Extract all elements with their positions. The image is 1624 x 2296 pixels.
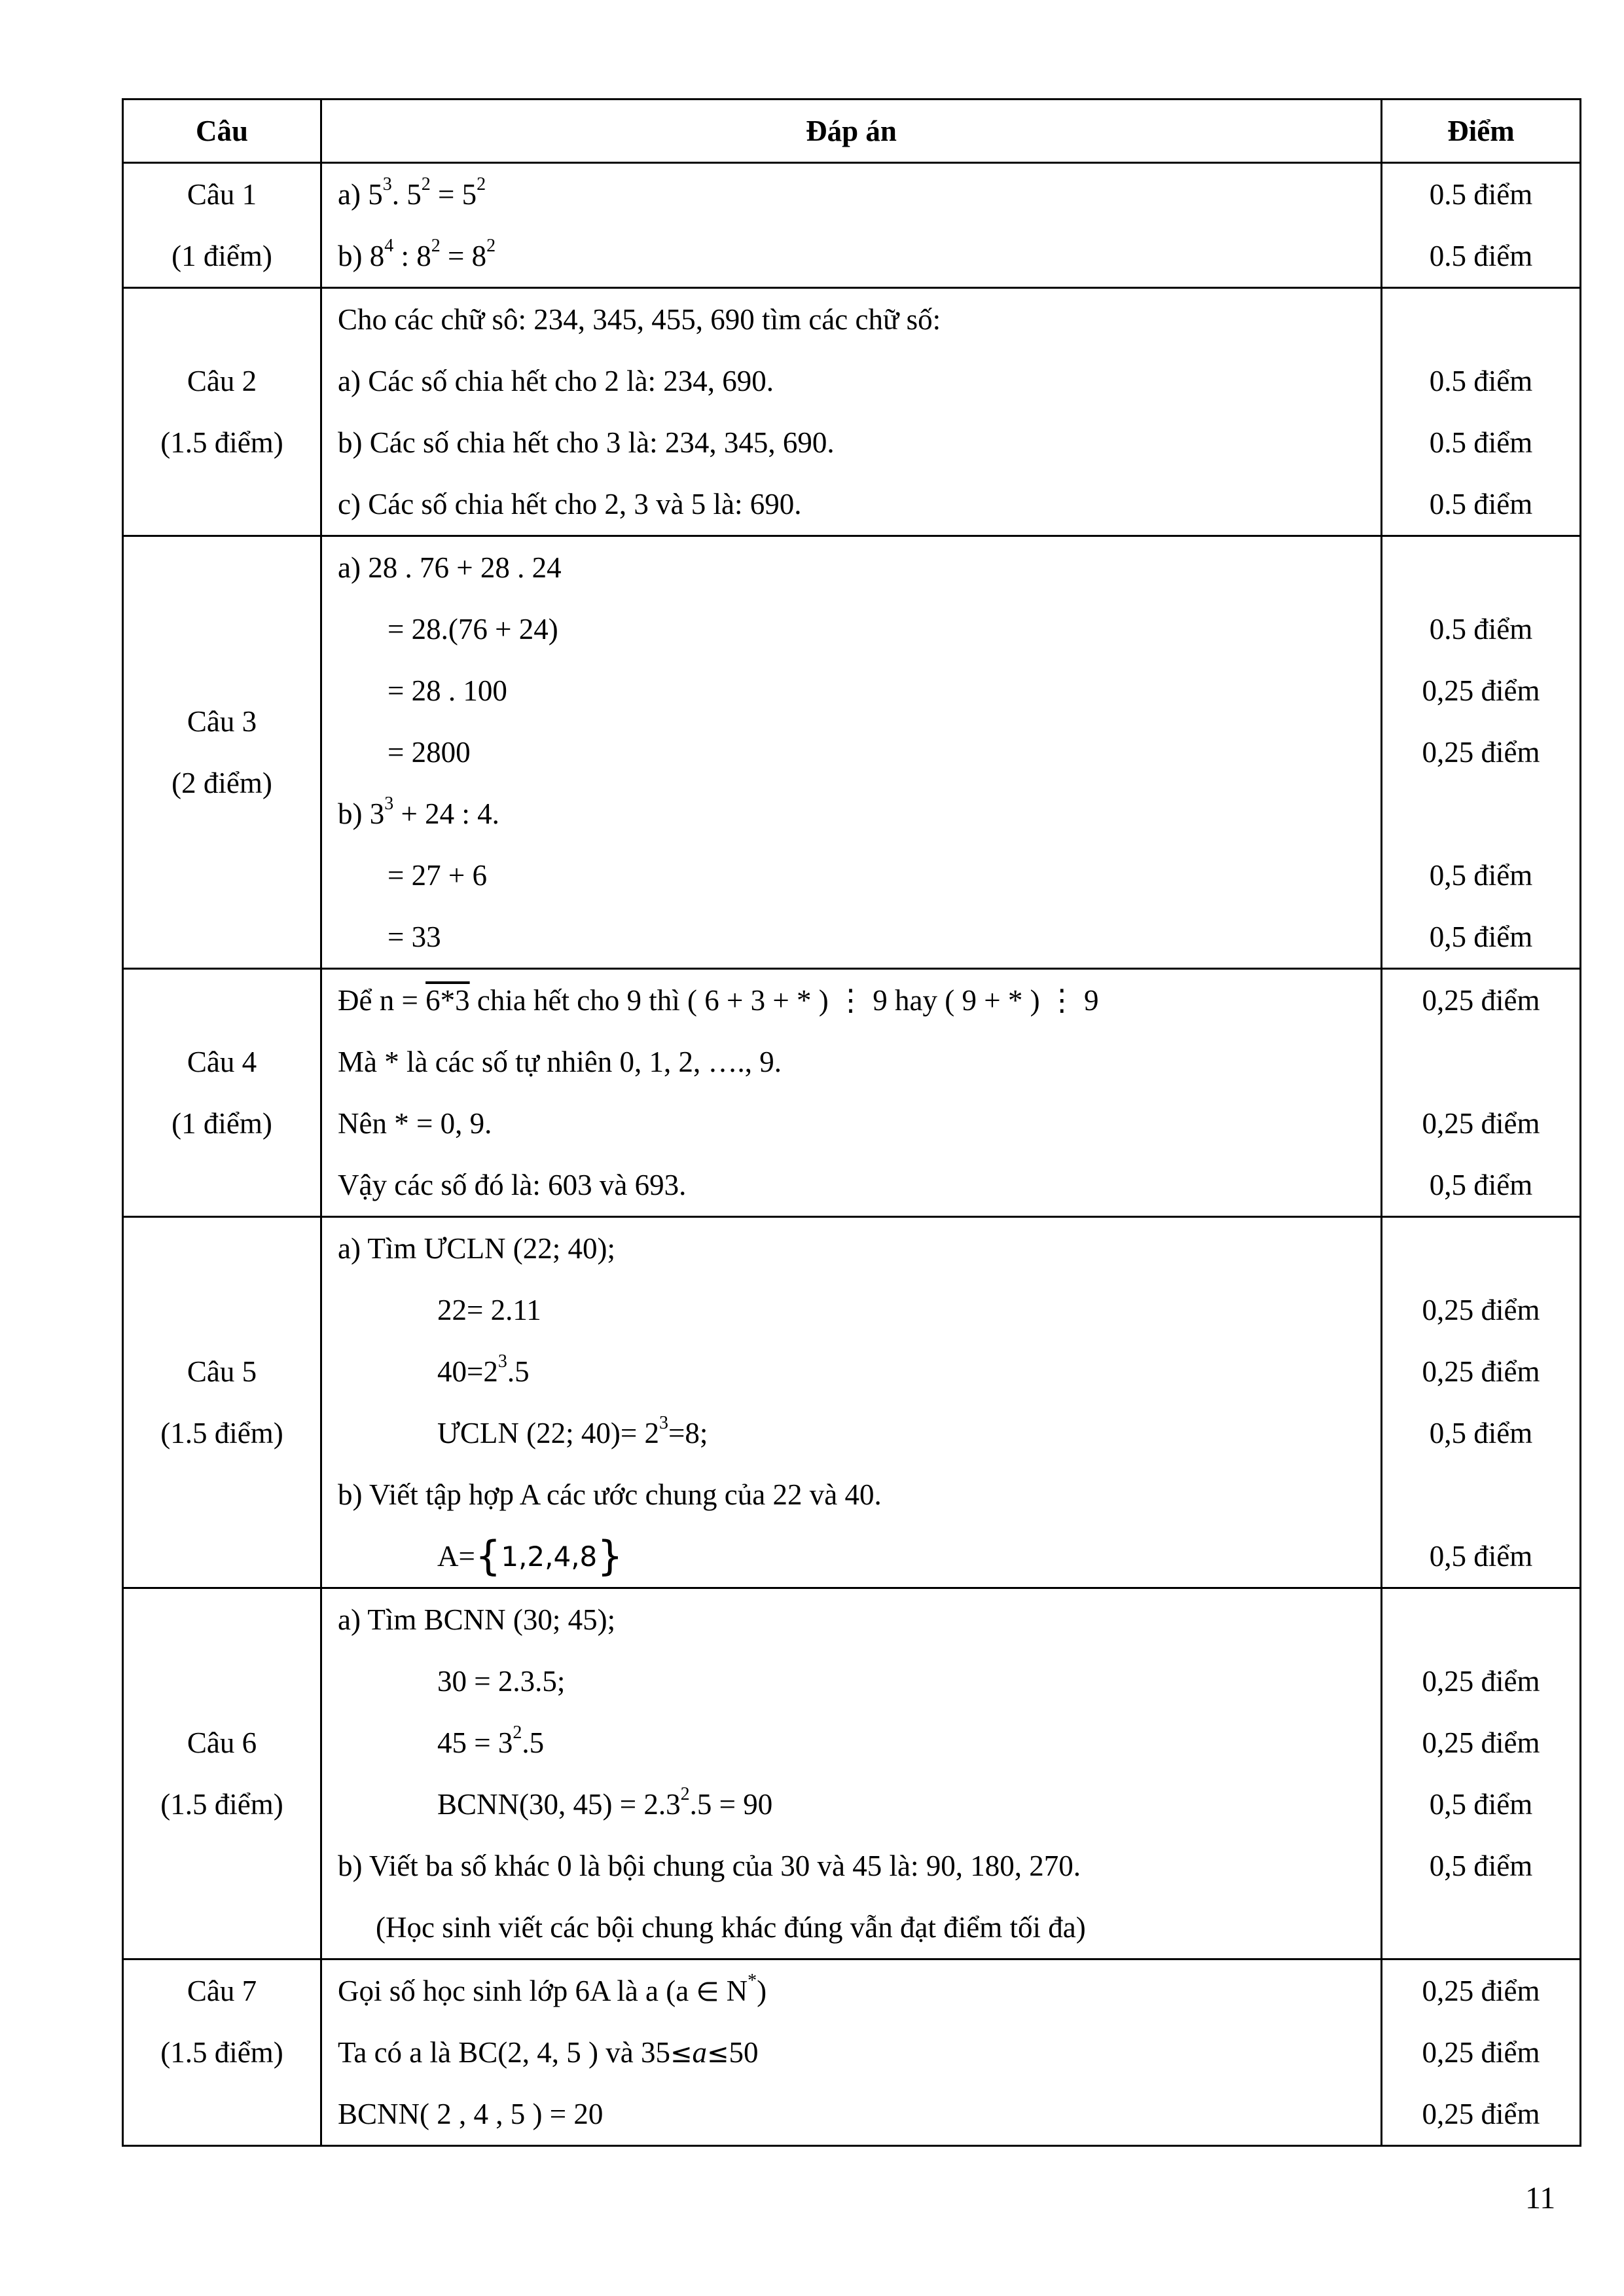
- score: 0,5 điểm: [1429, 1788, 1533, 1821]
- score: [1382, 289, 1579, 350]
- score: 0,25 điểm: [1422, 2098, 1540, 2130]
- answer-cell: [321, 1588, 1382, 1959]
- answer-cell: [321, 536, 1382, 969]
- question-title: Câu 5: [187, 1355, 257, 1388]
- answer-line: = 27 + 6: [388, 859, 488, 892]
- answer-line: = 2800: [388, 736, 471, 769]
- answer-line: Gọi số học sinh lớp 6A là a (a ∈ N*): [338, 1971, 767, 2007]
- answer-line: b) Các số chia hết cho 3 là: 234, 345, 690.: [338, 426, 835, 459]
- question-points: (1.5 điểm): [160, 1788, 283, 1821]
- answer-line: = 33: [388, 920, 441, 953]
- header-answer: Đáp án: [321, 100, 1382, 163]
- answer-line: Vậy các số đó là: 603 và 693.: [338, 1169, 687, 1201]
- leq-symbol: ≤: [670, 2039, 693, 2069]
- score-cell: [1382, 288, 1581, 536]
- score: 0.5 điểm: [1429, 426, 1533, 459]
- question-row: [123, 163, 1581, 288]
- score: [1382, 1589, 1579, 1650]
- score: 0,5 điểm: [1429, 920, 1533, 953]
- answer-line: b) Viết ba số khác 0 là bội chung của 30 và 45 là: 90, 180, 270.: [338, 1850, 1081, 1882]
- score: 0,5 điểm: [1429, 1169, 1533, 1201]
- score-cell: [1382, 969, 1581, 1217]
- question-points: (1 điểm): [171, 240, 272, 272]
- answer-cell: [321, 1959, 1382, 2146]
- question-title: Câu 2: [187, 365, 257, 397]
- question-points: (2 điểm): [171, 767, 272, 799]
- score: 0,25 điểm: [1422, 2036, 1540, 2069]
- question-title: Câu 4: [187, 1046, 257, 1078]
- question-row: [123, 536, 1581, 969]
- answer-cell: [321, 288, 1382, 536]
- score: 0.5 điểm: [1429, 365, 1533, 397]
- score: 0,5 điểm: [1429, 1540, 1533, 1573]
- answer-line: c) Các số chia hết cho 2, 3 và 5 là: 690.: [338, 488, 802, 520]
- score-cell: [1382, 536, 1581, 969]
- question-row: [123, 1588, 1581, 1959]
- answer-line: b) $3^3 + 24$ : 4.: [338, 793, 499, 830]
- answer-cell: [321, 1217, 1382, 1588]
- score: 0,25 điểm: [1422, 1355, 1540, 1388]
- answer-cell: [321, 969, 1382, 1217]
- question-cell: [123, 969, 321, 1217]
- header-points: Điểm: [1382, 100, 1581, 163]
- answer-line: a) $5^3$. $5^2 = 5^2$: [338, 174, 486, 211]
- question-points: (1.5 điểm): [160, 1417, 283, 1449]
- score: 0.5 điểm: [1429, 178, 1533, 211]
- answer-line: Mà * là các số tự nhiên 0, 1, 2, …., 9.: [338, 1046, 782, 1078]
- answer-line: Để n = 6*3 chia hết cho 9 thì ( 6 + 3 + * ) ⋮ 9 hay ( 9 + * ) ⋮ 9: [338, 984, 1099, 1017]
- answer-line: = 28 . 100: [388, 674, 507, 707]
- leq-symbol: ≤: [706, 2039, 729, 2069]
- score: [1382, 1218, 1579, 1279]
- score-cell: [1382, 163, 1581, 288]
- score: [1382, 1464, 1579, 1525]
- score-cell: [1382, 1959, 1581, 2146]
- score: 0.5 điểm: [1429, 488, 1533, 520]
- answer-line: Cho các chữ sô: 234, 345, 455, 690 tìm các chữ số:: [338, 303, 941, 336]
- answer-line: BCNN( 2 , 4 , 5 ) = 20: [338, 2098, 604, 2130]
- question-cell: [123, 536, 321, 969]
- question-row: [123, 969, 1581, 1217]
- page-number: 11: [1525, 2181, 1556, 2215]
- answer-line: Ta có a là BC(2, 4, 5 ) và 35≤a≤50: [338, 2036, 759, 2069]
- question-points: (1 điểm): [171, 1107, 272, 1140]
- answer-line: b) Viết tập hợp A các ước chung của 22 và 40.: [338, 1478, 882, 1511]
- score: 0,25 điểm: [1422, 674, 1540, 707]
- score: 0,25 điểm: [1422, 1726, 1540, 1759]
- answer-line: BCNN(30, $45) = 2.3^2.5 = 90$: [437, 1784, 773, 1821]
- score-cell: [1382, 1588, 1581, 1959]
- answer-line: a) 28 . 76 + 28 . 24: [338, 551, 562, 584]
- score: [1382, 783, 1579, 845]
- question-title: Câu 6: [187, 1726, 257, 1759]
- answer-line: $40=2^3.5$: [437, 1351, 530, 1388]
- answer-cell: [321, 163, 1382, 288]
- question-points: (1.5 điểm): [160, 2036, 283, 2069]
- element-of-symbol: ∈: [696, 1977, 719, 2007]
- score: 0,25 điểm: [1422, 1665, 1540, 1698]
- question-title: Câu 1: [187, 178, 257, 211]
- question-cell: [123, 1588, 321, 1959]
- score: [1382, 1031, 1579, 1093]
- answer-line: a) Tìm BCNN (30; 45);: [338, 1603, 616, 1636]
- score: 0,25 điểm: [1422, 736, 1540, 769]
- score: 0,5 điểm: [1429, 859, 1533, 892]
- question-row: [123, 1959, 1581, 2146]
- score: 0,25 điểm: [1422, 1975, 1540, 2007]
- score: 0,25 điểm: [1422, 984, 1540, 1017]
- answer-note: (Học sinh viết các bội chung khác đúng vẫn đạt điểm tối đa): [376, 1911, 1086, 1944]
- question-row: [123, 1217, 1581, 1588]
- left-brace: {: [475, 1532, 501, 1580]
- answer-line: a) Các số chia hết cho 2 là: 234, 690.: [338, 365, 774, 397]
- score: 0,5 điểm: [1429, 1417, 1533, 1449]
- overlined-number: 6*3: [425, 984, 470, 1017]
- question-row: [123, 288, 1581, 536]
- score: [1382, 537, 1579, 598]
- question-cell: [123, 288, 321, 536]
- answer-line: a) Tìm ƯCLN (22; 40);: [338, 1232, 616, 1265]
- right-brace: }: [597, 1532, 623, 1580]
- question-cell: [123, 163, 321, 288]
- answer-line: ƯCLN (22; $40)= 2^3=8$;: [437, 1413, 708, 1449]
- answer-line: b) $8^4$ : $8^2 = 8^2$: [338, 236, 496, 272]
- question-title: Câu 3: [187, 705, 257, 738]
- score: [1382, 1897, 1579, 1958]
- score: 0.5 điểm: [1429, 613, 1533, 646]
- question-title: Câu 7: [187, 1975, 257, 2007]
- answer-line: = 28.(76 + 24): [388, 613, 558, 646]
- score-cell: [1382, 1217, 1581, 1588]
- question-cell: [123, 1217, 321, 1588]
- question-cell: [123, 1959, 321, 2146]
- answer-line: A={1,2,4,8}: [437, 1532, 623, 1580]
- answer-line: Nên * = 0, 9.: [338, 1107, 492, 1140]
- answer-table: [122, 98, 1581, 2147]
- score: 0,5 điểm: [1429, 1850, 1533, 1882]
- header-row: [123, 100, 1581, 163]
- answer-line: 30 = 2.3.5;: [437, 1665, 566, 1698]
- header-question: Câu: [123, 100, 321, 163]
- score: 0.5 điểm: [1429, 240, 1533, 272]
- question-points: (1.5 điểm): [160, 426, 283, 459]
- answer-line: 22= 2.11: [437, 1294, 541, 1326]
- score: 0,25 điểm: [1422, 1294, 1540, 1326]
- score: 0,25 điểm: [1422, 1107, 1540, 1140]
- answer-line: $45 = 3^2.5$: [437, 1722, 545, 1759]
